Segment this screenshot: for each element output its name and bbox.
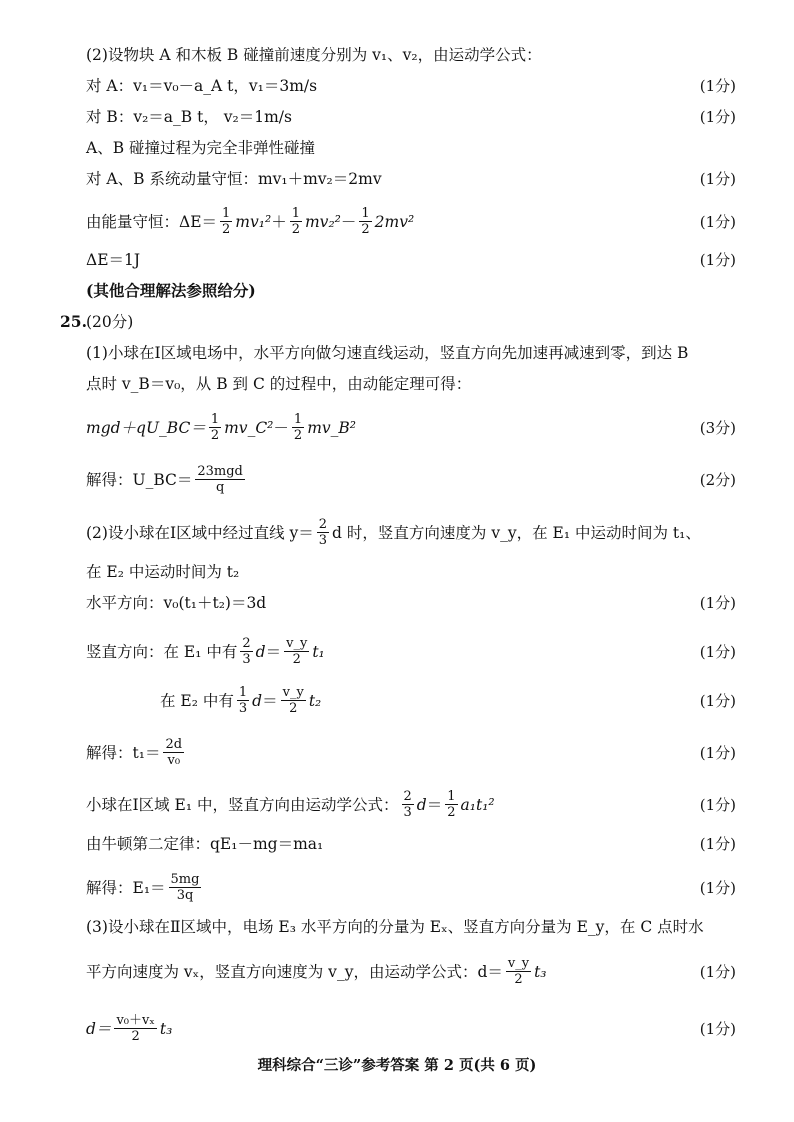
fraction: $\frac{2}{3}$	[318, 517, 328, 548]
fraction: $\frac{v\_y}{2}$	[286, 636, 308, 667]
part2-line1: (2)设小球在Ⅰ区域中经过直线 y＝ $\frac{2}{3}$ d 时，竖直方向速度为 v_y，在 E₁ 中运动时间为 t₁、	[86, 517, 701, 548]
horizontal-eq: 水平方向：v₀(t₁＋t₂)＝3d (1分)	[86, 594, 736, 612]
part3-line1: (3)设小球在Ⅱ区域中，电场 E₃ 水平方向的分量为 Eₓ、竖直方向分量为 E_y，在 C 点时水	[86, 918, 704, 936]
part1-line1: (1)小球在Ⅰ区域电场中，水平方向做匀速直线运动，竖直方向先加速再减速到零，到达 B	[86, 344, 689, 362]
other-methods-note: (其他合理解法参照给分)	[86, 281, 256, 300]
score: (1分)	[699, 251, 736, 269]
score: (1分)	[699, 835, 736, 853]
score: (1分)	[699, 1019, 736, 1038]
part3-line2: 平方向速度为 vₓ，竖直方向速度为 v_y，由运动学公式：d＝ $\frac{v\_y}{2}$ t₃ (1分)	[86, 956, 736, 987]
fraction: $\frac{2}{3}$	[242, 636, 251, 667]
fraction: $\frac{v\_y}{2}$	[507, 956, 530, 987]
eq-a: 对 A：v₁＝v₀－a_A t，v₁＝3m/s (1分)	[86, 77, 736, 95]
part1-line2: 点时 v_B＝v₀，从 B 到 C 的过程中，由动能定理可得：	[86, 375, 472, 393]
score: (1分)	[699, 77, 736, 95]
score: (1分)	[699, 170, 736, 188]
fraction: $\frac{1}{2}$	[361, 206, 370, 237]
fraction: $\frac{1}{2}$	[291, 206, 300, 237]
score: (1分)	[699, 212, 736, 231]
fraction: $\frac{1}{3}$	[238, 685, 248, 716]
solution-ubc: 解得：U_BC＝ $\frac{\text{23mgd}}{q}$ (2分)	[86, 464, 736, 495]
inelastic-note: A、B 碰撞过程为完全非弹性碰撞	[86, 139, 316, 157]
energy-eq: 由能量守恒：ΔE＝ $\frac{1}{2}$ mv₁² ＋ $\frac{1}{2}$ mv₂² － $\frac{1}{2}$ 2mv² (1分)	[86, 206, 736, 237]
question-points: (20分)	[86, 313, 134, 331]
newton-eq: 由牛顿第二定律：qE₁－mg＝ma₁ (1分)	[86, 835, 736, 853]
fraction: $\frac{1}{2}$	[447, 789, 456, 820]
fraction: $\frac{\text{23mgd}}{q}$	[197, 464, 243, 495]
fraction: $\frac{\text{v₀＋vₓ}}{2}$	[116, 1013, 155, 1044]
fraction: $\frac{1}{2}$	[293, 412, 303, 443]
part2-intro: (2)设物块 A 和木板 B 碰撞前速度分别为 v₁、v₂，由运动学公式：	[86, 46, 542, 64]
page-footer: 理科综合“三诊”参考答案 第 2 页(共 6 页)	[257, 1057, 537, 1074]
vertical-eq-e2: 在 E₂ 中有 $\frac{1}{3}$ d ＝ $\frac{v\_y}{2}$ t₂ (1分)	[160, 685, 736, 716]
question-number: 25.	[60, 312, 87, 331]
score: (1分)	[699, 642, 736, 661]
kinematics-eq: 小球在Ⅰ区域 E₁ 中，竖直方向由运动学公式： $\frac{2}{3}$ d ＝ $\frac{1}{2}$ a₁t₁² (1分)	[86, 789, 736, 820]
part2-line2: 在 E₂ 中运动时间为 t₂	[86, 563, 240, 581]
score: (1分)	[699, 594, 736, 612]
score: (1分)	[699, 878, 736, 897]
solution-e1: 解得：E₁＝ $\frac{5mg}{3q}$ (1分)	[86, 872, 736, 903]
final-eq: d＝ $\frac{\text{v₀＋vₓ}}{2}$ t₃ (1分)	[86, 1013, 736, 1044]
score: (1分)	[699, 108, 736, 126]
score: (1分)	[699, 795, 736, 814]
score: (1分)	[699, 743, 736, 762]
fraction: $\frac{5mg}{3q}$	[170, 872, 200, 903]
energy-result: ΔE＝1J (1分)	[86, 251, 736, 269]
momentum-eq: 对 A、B 系统动量守恒：mv₁＋mv₂＝2mv (1分)	[86, 170, 736, 188]
fraction: $\frac{1}{2}$	[222, 206, 231, 237]
score: (1分)	[699, 691, 736, 710]
fraction: $\frac{2d}{\text{v₀}}$	[165, 737, 183, 768]
solution-t1: 解得：t₁＝ $\frac{2d}{\text{v₀}}$ (1分)	[86, 737, 736, 768]
score: (1分)	[699, 962, 736, 981]
score: (2分)	[699, 470, 736, 489]
fraction: $\frac{v\_y}{2}$	[282, 685, 304, 716]
fraction: $\frac{2}{3}$	[403, 789, 412, 820]
kinetic-energy-eq: mgd＋qU_BC＝ $\frac{1}{2}$ mv_C² － $\frac{1}{2}$ mv_B² (3分)	[86, 412, 736, 443]
fraction: $\frac{1}{2}$	[210, 412, 220, 443]
eq-b: 对 B：v₂＝a_B t， v₂＝1m/s (1分)	[86, 108, 736, 126]
score: (3分)	[699, 418, 736, 437]
vertical-eq-e1: 竖直方向：在 E₁ 中有 $\frac{2}{3}$ d ＝ $\frac{v\_y}{2}$ t₁ (1分)	[86, 636, 736, 667]
